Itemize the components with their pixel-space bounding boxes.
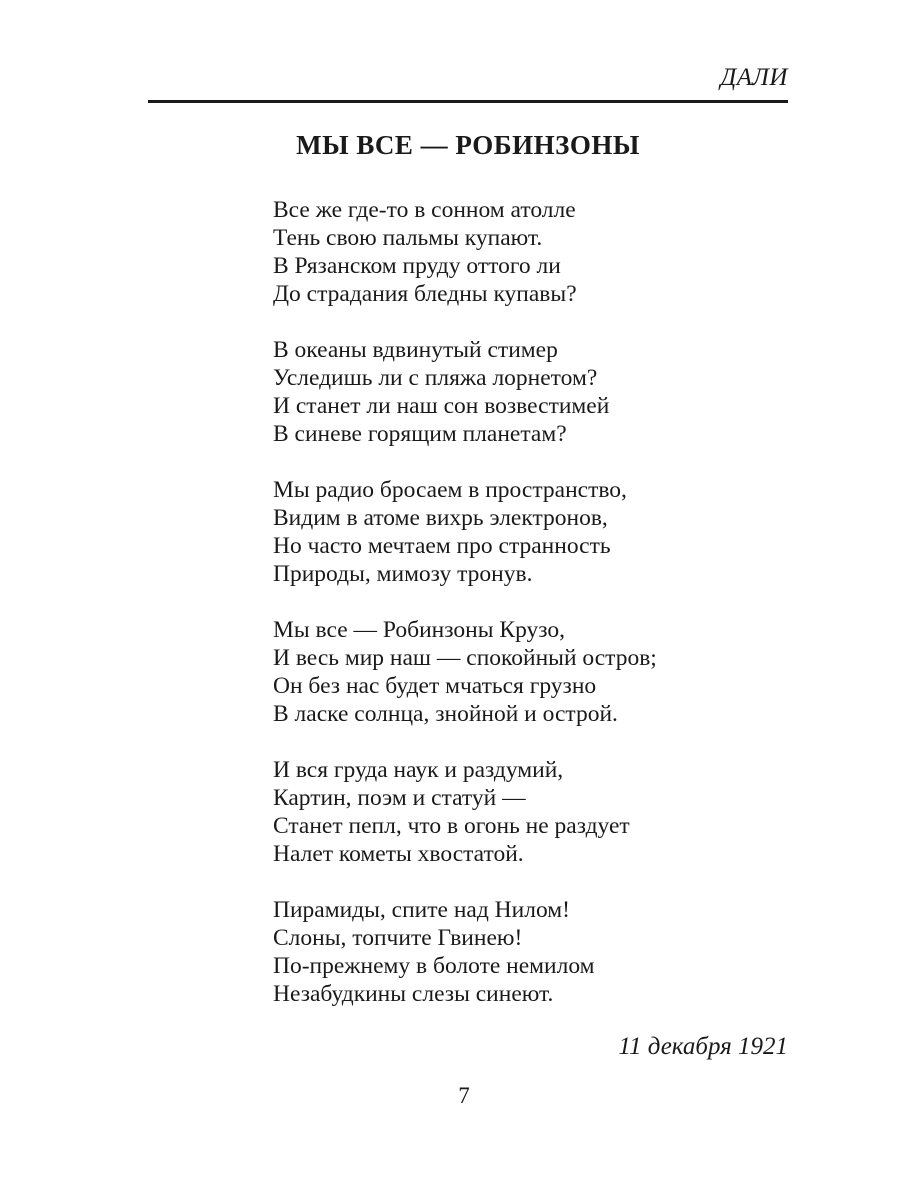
stanza	[273, 756, 657, 868]
poem-line: Уследишь ли с пляжа лорнетом?	[273, 365, 598, 391]
poem-line: В синеве горящим планетам?	[273, 421, 567, 447]
poem-line: Видим в атоме вихрь электронов,	[273, 505, 608, 531]
poem-line: По-прежнему в болоте немилом	[273, 953, 595, 979]
poem-line: Природы, мимозу тронув.	[273, 561, 533, 587]
poem-line: Но часто мечтаем про странность	[273, 533, 611, 559]
stanza	[273, 336, 657, 448]
page-number: 7	[458, 1083, 470, 1108]
poem-line: Незабудкины слезы синеют.	[273, 981, 554, 1007]
poem-line: Налет кометы хвостатой.	[273, 841, 524, 867]
header-rule	[148, 100, 788, 103]
stanza	[273, 196, 657, 308]
poem-line: В океаны вдвинутый стимер	[273, 337, 558, 363]
poem-line: Мы радио бросаем в пространство,	[273, 477, 627, 503]
poem-line: И весь мир наш — спокойный остров;	[273, 645, 657, 671]
poem-line: Слоны, топчите Гвинею!	[273, 925, 523, 951]
stanza	[273, 476, 657, 588]
poem-line: В Рязанском пруду оттого ли	[273, 253, 561, 279]
running-head: ДАЛИ	[720, 64, 788, 91]
poem-line: Все же где-то в сонном атолле	[273, 197, 576, 223]
poem-line: И станет ли наш сон возвестимей	[273, 393, 610, 419]
poem-title: МЫ ВСЕ — РОБИНЗОНЫ	[296, 130, 640, 160]
poem-line: Тень свою пальмы купают.	[273, 225, 543, 251]
poem-line: Пирамиды, спите над Нилом!	[273, 897, 570, 923]
stanza	[273, 616, 657, 728]
poem-body	[273, 196, 657, 1036]
poem-date: 11 декабря 1921	[618, 1033, 788, 1060]
poem-line: До страдания бледны купавы?	[273, 281, 577, 307]
poem-line: Мы все — Робинзоны Крузо,	[273, 617, 566, 643]
poem-line: Он без нас будет мчаться грузно	[273, 673, 597, 699]
poem-line: И вся груда наук и раздумий,	[273, 757, 564, 783]
poem-line: В ласке солнца, знойной и острой.	[273, 701, 618, 727]
poem-line: Картин, поэм и статуй —	[273, 785, 526, 811]
stanza	[273, 896, 657, 1008]
poem-line: Станет пепл, что в огонь не раздует	[273, 813, 630, 839]
